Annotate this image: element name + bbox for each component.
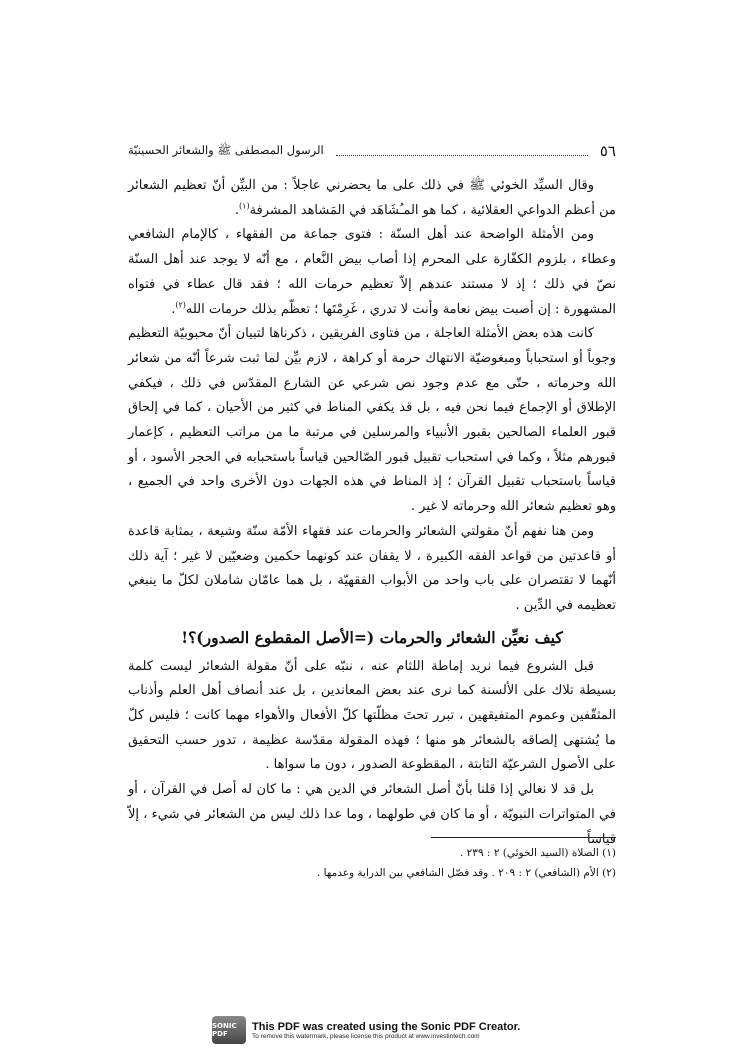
footnotes <box>300 843 616 883</box>
paragraph-6: بل قد لا نغالي إذا قلنا بأنّ أصل الشعائر في الدين هي : ما كان له أصل في القرآن ، أو في المتواترات النبويّة ، أو ما كان في طولهما ، وما عدا ذلك ليس من الشعائر في شيء ، إلاّ قياساً <box>128 782 616 847</box>
page-number: ٥٦ <box>599 142 616 160</box>
header-dotted-leader <box>336 155 588 156</box>
section-heading: كيف نعيِّن الشعائر والحرمات (=الأصل المقطوع الصدور)؟! <box>181 627 563 647</box>
watermark-line-1: This PDF was created using the Sonic PDF Creator. <box>252 1020 521 1033</box>
watermark-line-2: To remove this watermark, please license this product at www.investintech.com <box>252 1032 480 1040</box>
paragraph-1-end: . <box>234 202 240 218</box>
paragraph-4: ومن هنا نفهم أنّ مقولتي الشعائر والحرمات عند فقهاء الأمّة سنّة وشيعة ، بمثابة قاعدة أو قاعدتين من قواعد الفقه الكبيرة ، لا يقفان عند كونهما حكمين وضعيّين لا غير ؛ آية ذلك أنّهما لا تقتصران على باب واحد من الأبواب الفقهيّة ، بل هما عامّان شاملان لكلّ ما ينبغي تعظيمه في الدِّين . <box>128 523 616 613</box>
pdf-watermark <box>212 1015 542 1045</box>
sonic-pdf-logo-icon: SONIC PDF <box>212 1016 246 1044</box>
paragraph-1-text: وقال السيِّد الخوئي ﷺ في ذلك على ما يحضرني عاجلاً : من البيِّن أنّ تعظيم الشعائر من أعظم الدواعي العقلائية ، كما هو المـُشَاهَد في المَشاهد المشرفة <box>128 178 616 218</box>
paragraph-2-end: . <box>171 301 176 317</box>
body-text <box>128 174 616 852</box>
paragraph-2 <box>128 223 616 322</box>
footnote-2: (٢) الأم (الشافعي) ٢ : ٢٠٩ . وقد فصّل الشافعي بين الدراية وعدمها . <box>316 867 616 879</box>
page-header <box>128 140 616 162</box>
footnote-separator <box>431 837 616 838</box>
paragraph-3: كانت هذه بعض الأمثلة العاجلة ، من فتاوى الفريقين ، ذكرناها لتبيان أنّ محبوبيّة التعظيم وجوباً أو استحباباً ومبغوضيّة الانتهاك حرمة أو كراهة ، لازم بيِّن لما ثبت شرعاً أنّه من شعائر الله وحرماته ، حتّى مع عدم وجود نص شرعي عن الشارع المقدّس في ذلك ، فيكفي الإطلاق أو الإجماع فيما نحن فيه ، بل قد يكفي المناط في كثير من الأحيان ، كما في إلحاق قبور العلماء الصالحين بقبور الأنبياء والمرسلين في مرتبة ما من مراتب التعظيم ، كإعمار قبورهم مثلاً ، وكما في استحباب تقبيل قبور الصّالحين قياساً باستحبابه في الحجر الأسود ، أو قياساً باستحباب تقبيل القرآن ؛ إذ المناط في هذه الجهات دون الأخرى واحد في الجميع ، وهو تعظيم شعائر الله وحرماته لا غير . <box>128 326 616 515</box>
watermark-text <box>252 1021 520 1040</box>
paragraph-1 <box>128 174 616 223</box>
footnote-ref-2: (٢) <box>175 300 186 310</box>
footnote-ref-1: (١) <box>239 201 250 211</box>
paragraph-5: قبل الشروع فيما نريد إماطة اللثام عنه ، ننبّه على أنّ مقولة الشعائر ليست كلمة بسيطة تلاك على الألسنة كما نرى عند بعض المعاندين ، بل عند أنصاف أهل العلم وأذناب المثقّفين وعموم المتفيقهين ، تبرر تحتَ مظلّتها كلّ الأفعال والأهواء مهما كانت ؛ فليس كلّ ما يُشتهى إلصاقه بالشعائر هو منها ؛ فهذه المقولة مقدّسة عظيمة ، تدور حسب التحقيق على الأصول الشرعيّة الثابتة ، المقطوعة الصدور ، دون ما سواها . <box>128 658 616 773</box>
footnote-1: (١) الصلاة (السيد الخوئي) ٢ : ٢٣٩ . <box>459 847 616 859</box>
running-title: الرسول المصطفى ﷺ والشعائر الحسينيّة <box>128 142 324 157</box>
paragraph-2-text: ومن الأمثلة الواضحة عند أهل السنّة : فتوى جماعة من الفقهاء ، كالإمام الشافعي وعطاء ، بلزوم الكفّارة على المحرم إذا أصاب بيض النَّعام ، مع أنّه لا يوجد عند أهل السنّة نصّ في ذلك ؛ إذ لا مستند عندهم إلاّ تعظيم حرمات الله ؛ فقد قال عطاء في فتواه المشهورة : إن أصبت بيض نعامة وأنت لا تدري ، غَرِمْتَها ؛ تعظّم بذلك حرمات الله <box>128 227 616 317</box>
